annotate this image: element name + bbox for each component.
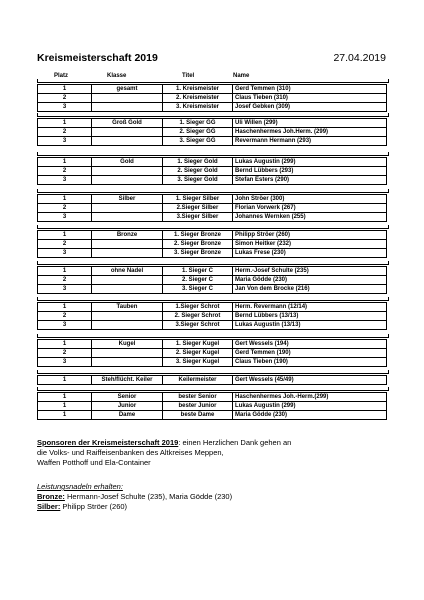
cell-klasse [92,167,163,176]
table-row [38,349,387,358]
cell-name: Claus Tieben (190) [233,358,387,367]
sponsor-section [37,438,397,468]
cell-name: Lukas Augustin (13/13) [233,321,387,330]
cell-titel: 2. Sieger Schrot [163,312,233,321]
table-row [38,128,387,137]
cell-klasse [92,349,163,358]
block-separator [37,297,389,301]
table-row [38,376,387,385]
cell-name: Herm. Revermann (12/14) [233,303,387,312]
cell-name: Philipp Ströer (260) [233,231,387,240]
cell-klasse: Junior [92,402,163,411]
cell-platz: 1 [38,195,92,204]
sponsor-line: die Volks- und Raiffeisenbanken des Altkreises Meppen, [37,448,224,457]
result-block [37,266,387,294]
table-row [38,176,387,185]
block-separator [37,225,389,229]
cell-titel: bester Junior [163,402,233,411]
cell-titel: 3.Sieger Silber [163,213,233,222]
column-header-name: Name [233,73,250,79]
cell-platz: 1 [38,303,92,312]
cell-platz: 2 [38,204,92,213]
cell-klasse: Gold [92,158,163,167]
cell-klasse [92,240,163,249]
cell-name: Bernd Lübbers (293) [233,167,387,176]
cell-klasse [92,213,163,222]
cell-klasse: Bronze [92,231,163,240]
pins-bronze-label: Bronze: [37,492,65,501]
cell-platz: 3 [38,137,92,146]
pins-section [37,482,397,512]
cell-platz: 2 [38,167,92,176]
cell-titel: 1. Sieger C [163,267,233,276]
table-row [38,204,387,213]
block-separator [37,387,389,391]
table-row [38,312,387,321]
table-row [38,137,387,146]
cell-klasse [92,358,163,367]
cell-titel: 3. Sieger Kugel [163,358,233,367]
cell-titel: 1. Sieger Bronze [163,231,233,240]
cell-titel: bester Senior [163,393,233,402]
cell-name: Haschenhermes Joh.-Herm.(299) [233,393,387,402]
sponsor-heading: Sponsoren der Kreismeisterschaft 2019 [37,438,179,447]
table-row [38,103,387,112]
cell-platz: 1 [38,231,92,240]
table-row [38,411,387,420]
cell-titel: 1.Sieger Schrot [163,303,233,312]
result-block [37,84,387,112]
cell-platz: 1 [38,85,92,94]
sponsor-line: Waffen Potthoff und Ela-Container [37,458,151,467]
cell-name: Bernd Lübbers (13/13) [233,312,387,321]
cell-klasse: ohne Nadel [92,267,163,276]
pins-silber-label: Silber: [37,502,61,511]
column-header-platz: Platz [54,73,69,79]
cell-titel: 1. Sieger Gold [163,158,233,167]
cell-klasse: gesamt [92,85,163,94]
table-row [38,358,387,367]
cell-platz: 1 [38,402,92,411]
cell-titel: beste Dame [163,411,233,420]
cell-klasse: Groß Gold [92,119,163,128]
cell-name: Gerd Temmen (190) [233,349,387,358]
cell-name: Johannes Wernken (255) [233,213,387,222]
block-separator [37,113,389,117]
cell-titel: 3. Sieger GG [163,137,233,146]
block-separator [37,261,389,265]
table-row [38,321,387,330]
table-row [38,276,387,285]
cell-platz: 1 [38,376,92,385]
cell-klasse: Silber [92,195,163,204]
table-row [38,303,387,312]
cell-platz: 1 [38,158,92,167]
cell-platz: 2 [38,128,92,137]
cell-name: Lukas Augustin (299) [233,158,387,167]
cell-klasse [92,103,163,112]
cell-platz: 2 [38,240,92,249]
block-separator [37,79,389,83]
cell-platz: 3 [38,213,92,222]
cell-name: Revermann Hermann (293) [233,137,387,146]
cell-platz: 2 [38,276,92,285]
cell-name: Gerd Temmen (310) [233,85,387,94]
cell-platz: 3 [38,358,92,367]
cell-name: Maria Gödde (230) [233,411,387,420]
cell-titel: 3. Sieger Bronze [163,249,233,258]
cell-titel: 2. Sieger GG [163,128,233,137]
cell-klasse [92,128,163,137]
result-block [37,339,387,367]
column-header-titel: Titel [182,73,195,79]
cell-platz: 1 [38,393,92,402]
table-row [38,267,387,276]
table-row [38,119,387,128]
cell-titel: 2. Kreismeister [163,94,233,103]
cell-klasse [92,285,163,294]
block-separator [37,370,389,374]
cell-titel: 2. Sieger Bronze [163,240,233,249]
cell-titel: 2. Sieger C [163,276,233,285]
cell-name: Claus Tieben (310) [233,94,387,103]
cell-titel: 2. Sieger Gold [163,167,233,176]
table-row [38,94,387,103]
cell-klasse: Dame [92,411,163,420]
cell-klasse: Kugel [92,340,163,349]
table-row [38,85,387,94]
cell-platz: 2 [38,349,92,358]
cell-name: John Ströer (300) [233,195,387,204]
cell-titel: 1. Kreismeister [163,85,233,94]
cell-name: Josef Gebken (309) [233,103,387,112]
cell-platz: 2 [38,94,92,103]
cell-klasse [92,137,163,146]
cell-klasse [92,94,163,103]
cell-name: Maria Gödde (230) [233,276,387,285]
column-header-klasse: Klasse [107,73,127,79]
pins-heading: Leistungsnadeln erhalten: [37,482,123,491]
cell-name: Gert Wessels (45/49) [233,376,387,385]
cell-name: Lukas Augustin (299) [233,402,387,411]
cell-platz: 3 [38,176,92,185]
cell-klasse: Senior [92,393,163,402]
cell-klasse [92,321,163,330]
table-row [38,195,387,204]
cell-name: Florian Vorwerk (267) [233,204,387,213]
cell-platz: 3 [38,103,92,112]
cell-platz: 3 [38,285,92,294]
cell-titel: 1. Sieger Kugel [163,340,233,349]
table-row [38,240,387,249]
block-separator [37,152,389,156]
table-row [38,158,387,167]
cell-platz: 1 [38,411,92,420]
block-separator [37,334,389,338]
result-block [37,375,387,385]
cell-klasse [92,176,163,185]
cell-name: Uli Willen (299) [233,119,387,128]
pins-silber-text: Philipp Ströer (260) [60,502,128,511]
table-row [38,402,387,411]
cell-name: Simon Heitker (232) [233,240,387,249]
cell-titel: 3. Sieger C [163,285,233,294]
table-row [38,393,387,402]
result-block [37,230,387,258]
block-separator [37,189,389,193]
cell-titel: 3.Sieger Schrot [163,321,233,330]
table-row [38,285,387,294]
cell-titel: 3. Kreismeister [163,103,233,112]
cell-titel: Keilermeister [163,376,233,385]
cell-klasse: Steh/flücht. Keiler [92,376,163,385]
pins-bronze-text: Hermann-Josef Schulte (235), Maria Gödde (230) [64,492,233,501]
document-date: 27.04.2019 [333,52,386,64]
cell-titel: 2. Sieger Kugel [163,349,233,358]
table-row [38,249,387,258]
page-title: Kreismeisterschaft 2019 [37,52,158,64]
table-row [38,231,387,240]
result-block [37,157,387,185]
cell-titel: 1. Sieger Silber [163,195,233,204]
result-block [37,302,387,330]
cell-name: Herm.-Josef Schulte (235) [233,267,387,276]
cell-name: Gert Wessels (194) [233,340,387,349]
cell-name: Stefan Esters (290) [233,176,387,185]
cell-name: Lukas Frese (230) [233,249,387,258]
cell-titel: 2.Sieger Silber [163,204,233,213]
cell-name: Jan Von dem Brocke (216) [233,285,387,294]
cell-platz: 1 [38,267,92,276]
cell-klasse [92,312,163,321]
sponsor-text: : einen Herzlichen Dank gehen an [178,438,292,447]
result-block [37,194,387,222]
result-block [37,392,387,420]
cell-platz: 2 [38,312,92,321]
cell-platz: 3 [38,249,92,258]
table-row [38,213,387,222]
cell-klasse [92,249,163,258]
cell-klasse [92,204,163,213]
cell-name: Haschenhermes Joh.Herm. (299) [233,128,387,137]
table-row [38,340,387,349]
result-block [37,118,387,146]
cell-platz: 3 [38,321,92,330]
cell-klasse [92,276,163,285]
table-row [38,167,387,176]
cell-platz: 1 [38,119,92,128]
cell-titel: 3. Sieger Gold [163,176,233,185]
cell-platz: 1 [38,340,92,349]
cell-titel: 1. Sieger GG [163,119,233,128]
cell-klasse: Tauben [92,303,163,312]
